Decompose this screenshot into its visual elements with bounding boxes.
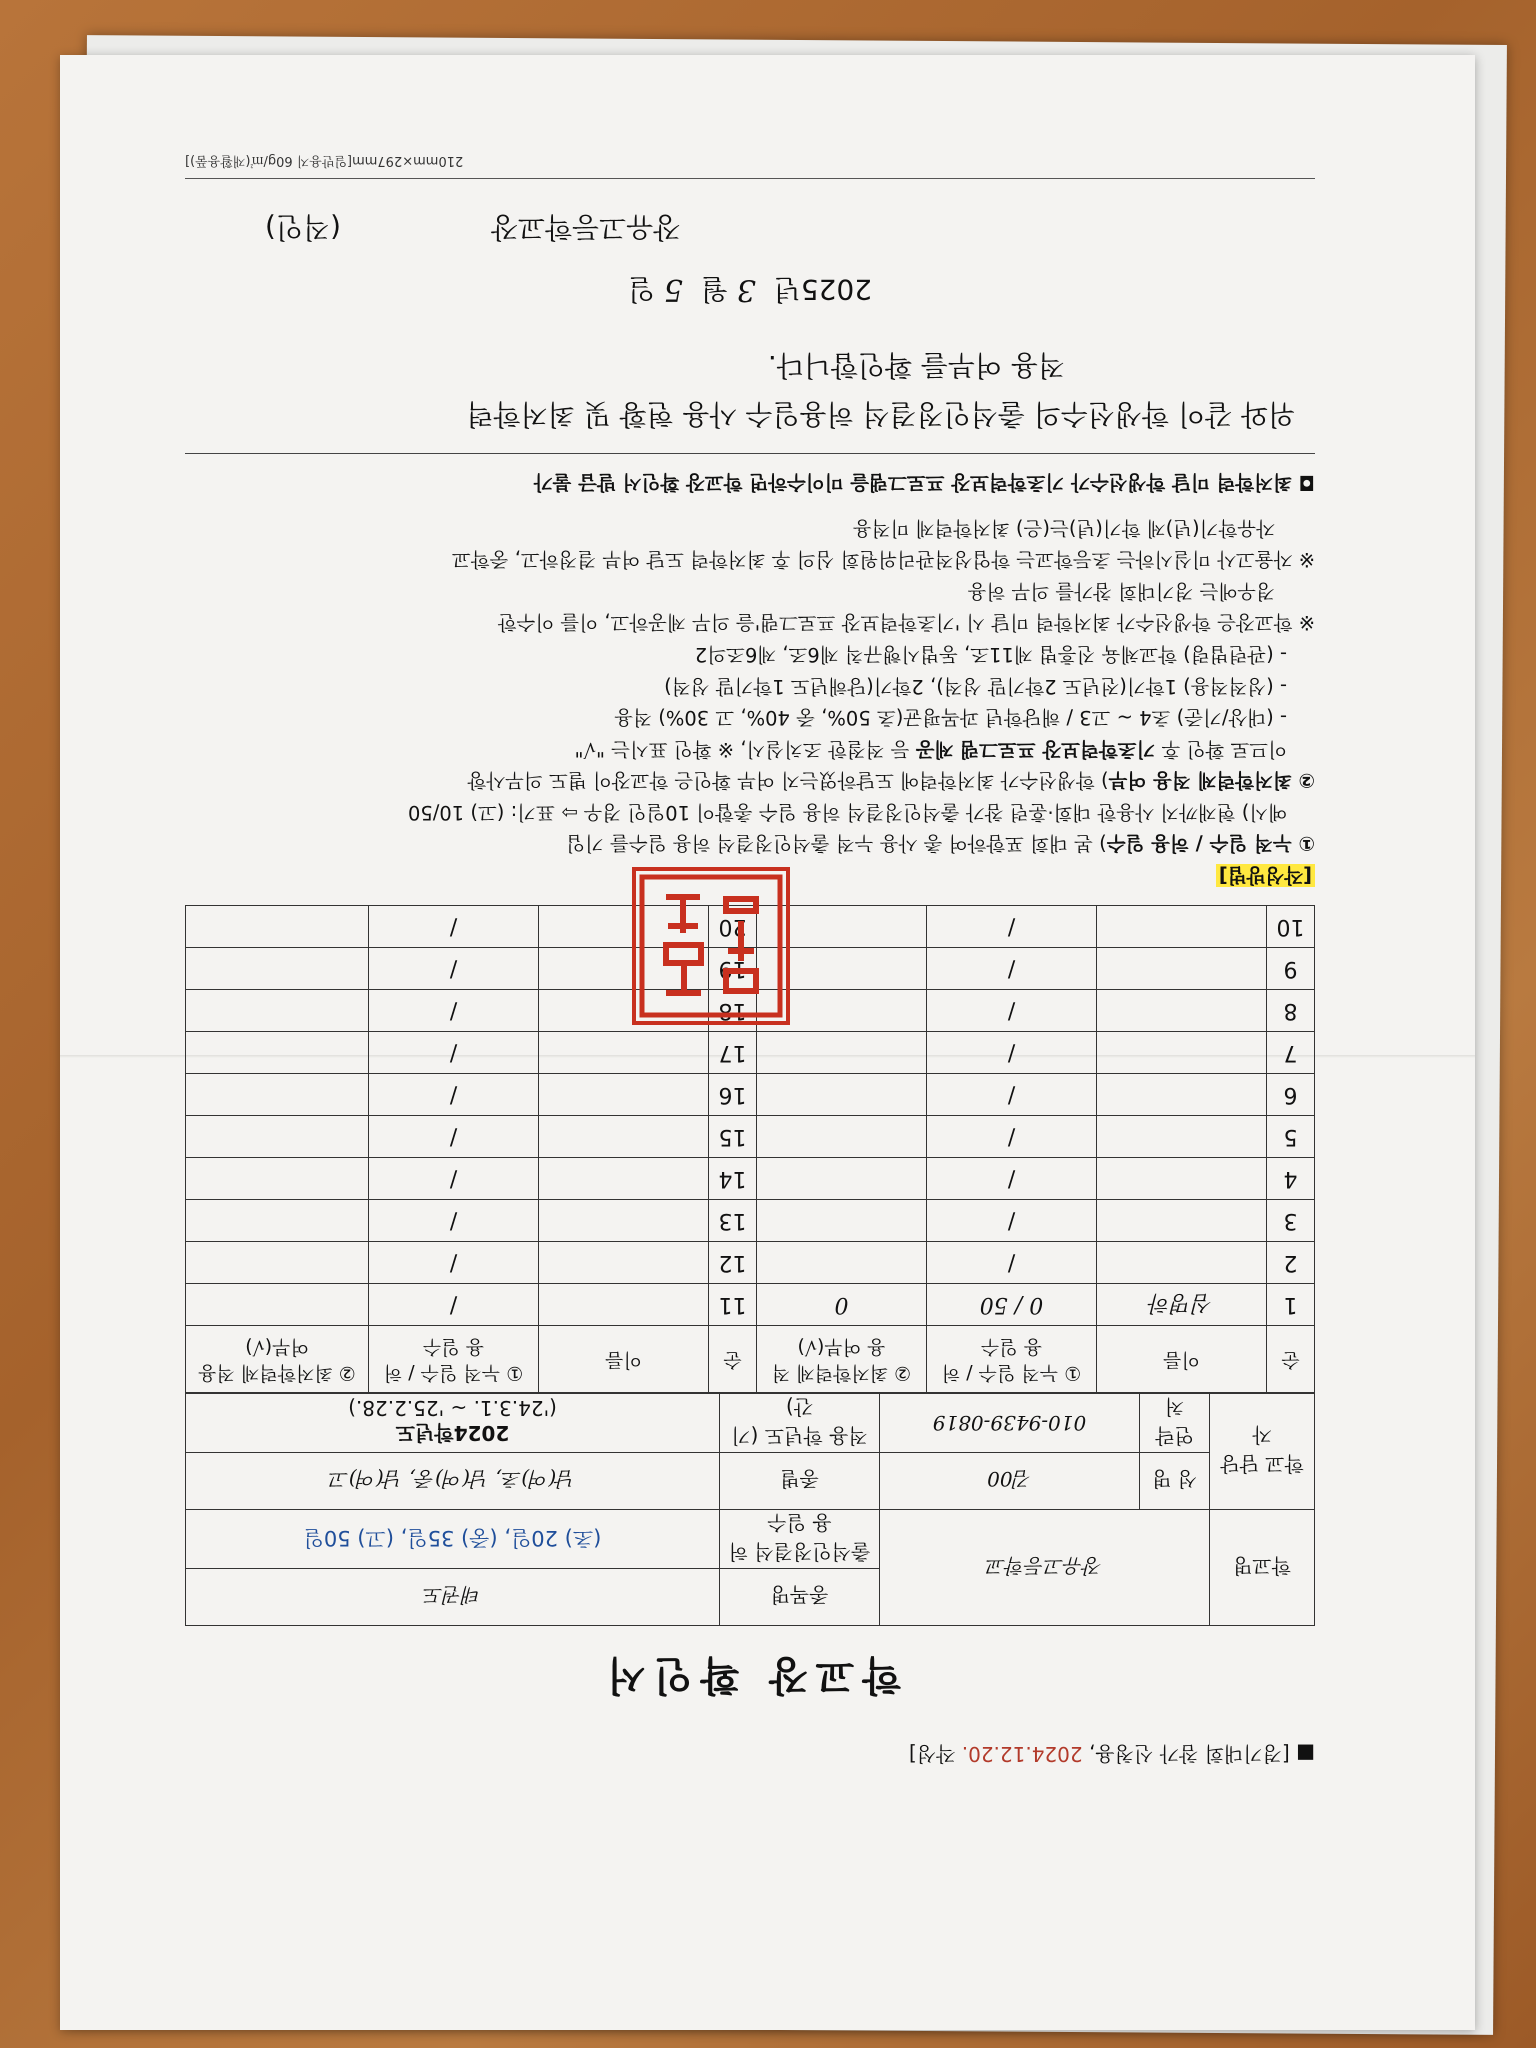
cell-name (1097, 1158, 1267, 1200)
cell-name (539, 1284, 709, 1326)
cell-no: 17 (709, 1032, 757, 1074)
type-label: 종별 (720, 1453, 880, 1510)
cell-no: 1 (1267, 1284, 1315, 1326)
document-paper (60, 55, 1475, 2030)
cell-days: / (369, 990, 539, 1032)
cell-check (186, 1116, 369, 1158)
table-row (186, 1116, 1315, 1158)
year-value: 2024학년도 ('24.3.1. ~ '25.2.28.) (186, 1394, 720, 1453)
type-value: 남(여)초, 남(여)중, 남(여)고 (186, 1453, 720, 1510)
cell-no: 14 (709, 1158, 757, 1200)
school-label: 학교명 (1210, 1510, 1315, 1626)
event-label: 종목명 (720, 1569, 880, 1626)
cell-no: 4 (1267, 1158, 1315, 1200)
cell-name (539, 1032, 709, 1074)
paper-spec: 210mm×297mm[일반용지 60g/㎡(재활용품)] (185, 153, 1315, 179)
athlete-table-header-cell: ① 누적 일수 / 허용 일수 (927, 1326, 1097, 1393)
cell-check (186, 1242, 369, 1284)
contact-label: 연락처 (1140, 1394, 1210, 1453)
athlete-table-header-cell: ① 누적 일수 / 허용 일수 (369, 1326, 539, 1393)
cell-days: / (927, 948, 1097, 990)
writing-guide: [작성방법] ① 누적 일수 / 허용 일수) 본 대회 포함하여 총 사용 누적 출석인정결석 허용 일수를 기입 예시) 현재까지 사용한 대회·훈련 참가 출석인정결석 허용 일수 총합이 10일인 경우 ⇨ 표기: (고) 10/50 ② 최저학력제 적용 여부) 학생선수가 최저학력에 도달하였는지 여부 확인은 학교장이 별도 의무사항 이므로 확인 후 기초학력보장 프로그램 제공 등 적절한 조치실시, ※ 확인 표시는 "√" - (대상/기준) 초4 ~ 고3 / 해당학년 과목평균(초 50%, 중 40%, 고 30%) 적용 - (성적적용) 1학기(전년도 2학기말 성적), 2학기(당해년도 1학기말 성적) - (관련법령) 학교체육 진흥법 제11조, 동법시행규칙 제6조, 제6조의2 ※ 학교장은 학생선수가 최저학력 미달 시 '기초학력보장 프로그램'을 의무 제공하고, 이를 이수한 경우에는 경기대회 참가를 의무 허용 ※ 자율고사 미실시하는 초등학교는 학업성적관리위원회 심의 후 최저학력 도달 여부 결정하고, 중학교 자유학기(년)제 학기(년)는(은) 최저학력제 미적용 ◘ 최저학력 미달 학생선수가 기초학력보장 프로그램을 미이수하면 학교장 확인서 발급 불가 (407, 471, 1315, 887)
cell-name (539, 1116, 709, 1158)
athlete-table-header-cell: 이름 (539, 1326, 709, 1393)
cell-check (757, 1242, 927, 1284)
cell-no: 13 (709, 1200, 757, 1242)
cell-days: 0 / 50 (927, 1284, 1097, 1326)
cell-days: / (369, 1242, 539, 1284)
cell-check (186, 948, 369, 990)
cell-check (186, 1200, 369, 1242)
athlete-table-header (186, 1326, 1315, 1393)
divider (185, 453, 1315, 454)
cell-name (1097, 990, 1267, 1032)
cell-days: / (927, 1242, 1097, 1284)
cell-days: / (927, 1200, 1097, 1242)
athlete-table-header-cell: ② 최저학력제 적용 여부(√) (186, 1326, 369, 1393)
cell-check (186, 1074, 369, 1116)
cell-no: 16 (709, 1074, 757, 1116)
table-row (186, 1242, 1315, 1284)
cell-name (1097, 1200, 1267, 1242)
days-value: (초) 20일, (중) 35일, (고) 50일 (186, 1510, 720, 1569)
cell-no: 9 (1267, 948, 1315, 990)
cell-check (757, 1200, 927, 1242)
cell-no: 18 (709, 990, 757, 1032)
seal-label: (직인) (265, 211, 341, 245)
cell-check (757, 1032, 927, 1074)
table-row (186, 1284, 1315, 1326)
document-title: 학교장 확인서 (599, 1652, 901, 1698)
cell-days: / (369, 906, 539, 948)
table-row (186, 1032, 1315, 1074)
cell-days: / (369, 948, 539, 990)
cell-no: 7 (1267, 1032, 1315, 1074)
cell-days: / (369, 1200, 539, 1242)
cell-no: 10 (1267, 906, 1315, 948)
flipped-sheet (60, 55, 1475, 2030)
cell-no: 20 (709, 906, 757, 948)
cell-name (1097, 1116, 1267, 1158)
cell-days: / (927, 1158, 1097, 1200)
cell-no: 2 (1267, 1242, 1315, 1284)
athlete-table-header-cell: ② 최저학력제 적용 여부(√) (757, 1326, 927, 1393)
cell-name (539, 1200, 709, 1242)
cell-name (1097, 906, 1267, 948)
cell-days: / (927, 990, 1097, 1032)
cell-no: 19 (709, 948, 757, 990)
cell-name: 심명하 (1097, 1284, 1267, 1326)
guide-tag: [작성방법] (1216, 864, 1315, 887)
cell-no: 6 (1267, 1074, 1315, 1116)
name-value: 김00 (880, 1453, 1140, 1510)
seal-icon (636, 871, 786, 1021)
confirm-statement: 위와 같이 학생선수의 출석인정결석 허용일수 사용 현황 및 최저학력 적용 여부를 확인합니다. (466, 349, 1295, 432)
cell-name (1097, 1074, 1267, 1116)
cell-check (757, 1074, 927, 1116)
contact-value: 010-9439-0819 (880, 1394, 1140, 1453)
athlete-table-header-cell: 순 (709, 1326, 757, 1393)
table-row (186, 1200, 1315, 1242)
header-note: ■ [경기대회 참가 신청용, 2024.12.20. 작성] (908, 1742, 1315, 1766)
cell-check: 0 (757, 1284, 927, 1326)
info-table (185, 1393, 1315, 1626)
issue-date: 2025년 3 월 5 일 (627, 272, 873, 308)
cell-days: / (369, 1074, 539, 1116)
athlete-table-header-cell: 순 (1267, 1326, 1315, 1393)
cell-check (757, 1116, 927, 1158)
cell-no: 5 (1267, 1116, 1315, 1158)
cell-days: / (369, 1032, 539, 1074)
table-row (186, 1158, 1315, 1200)
signer-name: 장유고등학교장 (490, 211, 681, 245)
cell-name (1097, 948, 1267, 990)
cell-name (539, 1242, 709, 1284)
table-row (186, 1074, 1315, 1116)
cell-no: 12 (709, 1242, 757, 1284)
cell-name (1097, 1242, 1267, 1284)
official-seal-stamp (632, 867, 790, 1025)
cell-name (539, 1158, 709, 1200)
event-value: 태권도 (186, 1569, 720, 1626)
cell-days: / (927, 906, 1097, 948)
cell-check (186, 1158, 369, 1200)
signature-line (185, 209, 1315, 249)
cell-name (1097, 1032, 1267, 1074)
name-label: 성 명 (1140, 1453, 1210, 1510)
cell-check (186, 1032, 369, 1074)
cell-days: / (927, 1116, 1097, 1158)
days-label: 출석인정결석 허용 일수 (720, 1510, 880, 1569)
manager-label: 학교 담당자 (1210, 1394, 1315, 1510)
athlete-table-header-cell: 이름 (1097, 1326, 1267, 1393)
school-value: 장유고등학교 (880, 1510, 1210, 1626)
cell-no: 8 (1267, 990, 1315, 1032)
cell-days: / (369, 1116, 539, 1158)
cell-days: / (927, 1032, 1097, 1074)
cell-no: 11 (709, 1284, 757, 1326)
year-label: 적용 학년도 (기간) (720, 1394, 880, 1453)
cell-no: 15 (709, 1116, 757, 1158)
cell-check (186, 1284, 369, 1326)
cell-check (186, 906, 369, 948)
cell-days: / (369, 1284, 539, 1326)
cell-days: / (927, 1074, 1097, 1116)
cell-name (539, 1074, 709, 1116)
cell-check (757, 1158, 927, 1200)
cell-days: / (369, 1158, 539, 1200)
cell-check (186, 990, 369, 1032)
cell-no: 3 (1267, 1200, 1315, 1242)
